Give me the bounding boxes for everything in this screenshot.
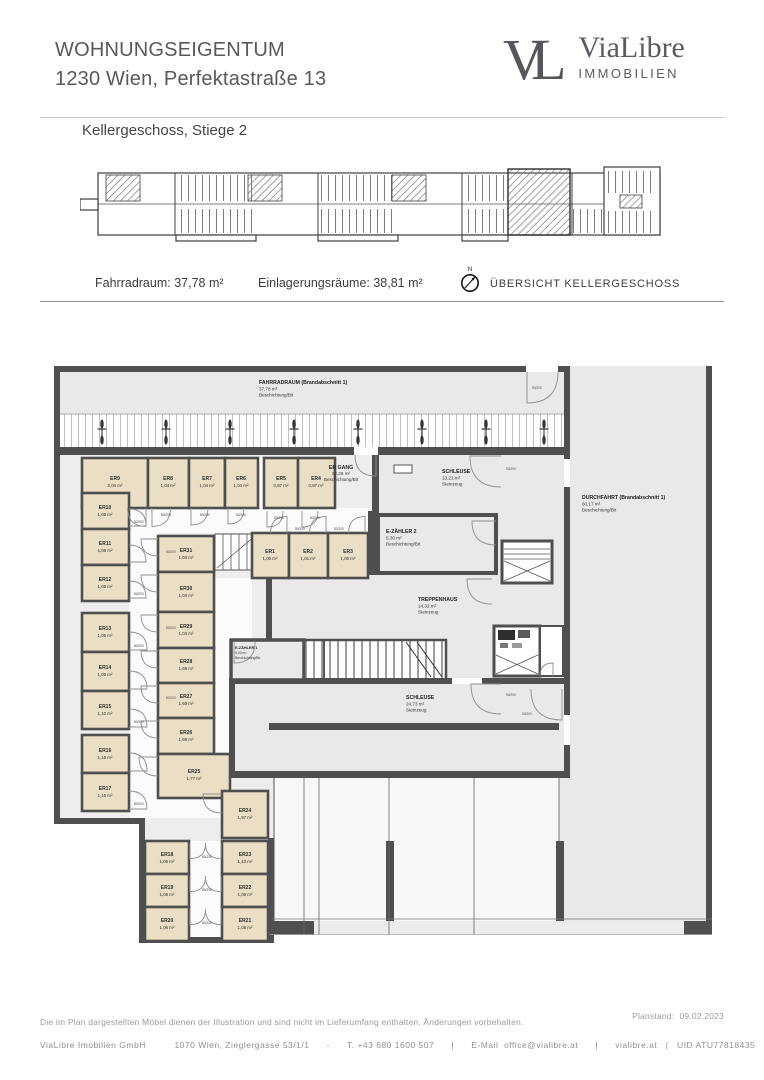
room-er16 xyxy=(82,735,129,773)
svg-text:ER8: ER8 xyxy=(163,476,173,482)
svg-text:ER31: ER31 xyxy=(179,548,193,554)
svg-text:90/200: 90/200 xyxy=(506,693,516,697)
svg-text:80/200: 80/200 xyxy=(295,527,305,531)
svg-text:1,04 m²: 1,04 m² xyxy=(233,483,249,488)
svg-text:1,04 m²: 1,04 m² xyxy=(178,631,194,636)
room-er15 xyxy=(82,691,129,729)
svg-text:ER27: ER27 xyxy=(179,694,193,700)
room-er2 xyxy=(289,533,328,578)
bike-rack-band xyxy=(60,414,564,447)
vialibre-logo xyxy=(503,27,685,92)
svg-text:1,97 m²: 1,97 m² xyxy=(237,815,253,820)
label-treppenhaus: TREPPENHAUS xyxy=(418,597,458,603)
label-schleuse-bottom: SCHLEUSE xyxy=(406,695,435,701)
svg-text:1,69 m²: 1,69 m² xyxy=(178,666,194,671)
legend-divider xyxy=(40,301,724,302)
svg-text:2,04 m²: 2,04 m² xyxy=(107,483,123,488)
svg-text:5,30 m²: 5,30 m² xyxy=(386,535,402,541)
svg-text:80/200: 80/200 xyxy=(166,626,176,630)
svg-text:Beschichtung/Bit: Beschichtung/Bit xyxy=(259,392,294,398)
svg-text:1,04 m²: 1,04 m² xyxy=(199,483,215,488)
room-er29 xyxy=(158,612,214,648)
svg-text:60,17 m²: 60,17 m² xyxy=(582,501,601,507)
room-er27 xyxy=(158,683,214,718)
legend-storage-area: Einlagerungsräume: 38,81 m² xyxy=(258,276,423,290)
svg-text:80/200: 80/200 xyxy=(236,513,246,517)
svg-text:ER26: ER26 xyxy=(179,730,193,736)
room-er12 xyxy=(82,565,129,601)
svg-text:ER5: ER5 xyxy=(276,476,286,482)
area-durchfahrt xyxy=(570,366,706,928)
svg-text:Steinzeug: Steinzeug xyxy=(442,481,463,487)
svg-text:ER10: ER10 xyxy=(98,505,112,511)
svg-text:1,08 m²: 1,08 m² xyxy=(97,512,113,517)
svg-text:1,06 m²: 1,06 m² xyxy=(159,925,175,930)
svg-text:ER24: ER24 xyxy=(238,808,252,814)
svg-text:ER9: ER9 xyxy=(110,476,120,482)
room-er10 xyxy=(82,493,129,529)
overview-plan xyxy=(80,163,680,255)
svg-text:80/200: 80/200 xyxy=(134,592,144,596)
room-er13 xyxy=(82,613,129,652)
svg-text:ER16: ER16 xyxy=(98,748,112,754)
svg-text:1,09 m²: 1,09 m² xyxy=(97,672,113,677)
room-er1 xyxy=(252,533,289,578)
svg-text:ER13: ER13 xyxy=(98,626,112,632)
electrical-box xyxy=(394,465,412,473)
label-durchfahrt: DURCHFAHRT (Brandabschnitt 1) xyxy=(582,495,666,501)
room-er3 xyxy=(328,533,368,578)
svg-text:1,18 m²: 1,18 m² xyxy=(97,755,113,760)
svg-text:80/200: 80/200 xyxy=(134,520,144,524)
svg-text:80/200: 80/200 xyxy=(334,527,344,531)
svg-text:1,04 m²: 1,04 m² xyxy=(178,555,194,560)
mini-stair xyxy=(215,534,257,570)
room-er26 xyxy=(158,718,214,754)
svg-text:1,08 m²: 1,08 m² xyxy=(237,925,253,930)
svg-text:ER12: ER12 xyxy=(98,577,112,583)
svg-text:ER14: ER14 xyxy=(98,665,112,671)
svg-text:80/200: 80/200 xyxy=(134,644,144,648)
legend-bike-area: Fahrradraum: 37,78 m² xyxy=(95,276,224,290)
svg-text:ER19: ER19 xyxy=(160,885,174,891)
svg-text:80/200: 80/200 xyxy=(166,696,176,700)
room-er7 xyxy=(189,458,225,508)
svg-text:13,21 m²: 13,21 m² xyxy=(442,475,461,481)
brand-name: ViaLibre xyxy=(578,31,685,64)
room-er20 xyxy=(145,907,189,941)
room-er11 xyxy=(82,529,129,565)
svg-text:0,97 m²: 0,97 m² xyxy=(308,483,324,488)
svg-text:1,69 m²: 1,69 m² xyxy=(178,737,194,742)
svg-text:1,08 m²: 1,08 m² xyxy=(97,584,113,589)
brand-subtitle: IMMOBILIEN xyxy=(578,65,679,81)
area-fahrradraum xyxy=(60,372,564,414)
svg-text:ER23: ER23 xyxy=(238,852,252,858)
header-title-block xyxy=(55,36,326,94)
svg-text:80/200: 80/200 xyxy=(166,550,176,554)
svg-text:ER28: ER28 xyxy=(179,659,193,665)
label-ezaehler1: E-ZÄHLER 1 xyxy=(235,646,258,650)
svg-text:1,00 m²: 1,00 m² xyxy=(340,556,356,561)
svg-text:ER2: ER2 xyxy=(303,549,313,555)
room-er28 xyxy=(158,648,214,683)
svg-text:1,04 m²: 1,04 m² xyxy=(178,593,194,598)
svg-text:ER30: ER30 xyxy=(179,586,193,592)
floor-plan xyxy=(54,363,714,951)
svg-text:80/200: 80/200 xyxy=(200,513,210,517)
label-ezaehler2: E-ZÄHLER 2 xyxy=(386,529,417,535)
svg-text:1,08 m²: 1,08 m² xyxy=(97,548,113,553)
svg-text:1,69 m²: 1,69 m² xyxy=(178,701,194,706)
svg-text:ER3: ER3 xyxy=(343,549,353,555)
room-er25 xyxy=(158,754,230,798)
svg-text:0,97 m²: 0,97 m² xyxy=(273,483,289,488)
room-er22 xyxy=(222,874,268,907)
svg-text:ER1: ER1 xyxy=(265,549,275,555)
svg-text:80/200: 80/200 xyxy=(202,888,212,892)
svg-text:80/200: 80/200 xyxy=(202,855,212,859)
svg-text:80/200: 80/200 xyxy=(310,516,320,520)
svg-text:24,73 m²: 24,73 m² xyxy=(406,701,425,707)
svg-text:1,01 m²: 1,01 m² xyxy=(300,556,316,561)
room-er5 xyxy=(264,458,298,508)
svg-text:32,26 m²: 32,26 m² xyxy=(331,471,351,476)
room-er30 xyxy=(158,572,214,612)
svg-text:14,32 m²: 14,32 m² xyxy=(418,603,437,609)
area-garage-bays xyxy=(274,778,559,921)
svg-text:37,78 m²: 37,78 m² xyxy=(259,386,278,392)
svg-text:ER18: ER18 xyxy=(160,852,174,858)
main-staircase xyxy=(304,640,446,680)
svg-text:80/200: 80/200 xyxy=(161,513,171,517)
vialibre-monogram-icon: VL xyxy=(503,27,553,92)
room-er21 xyxy=(222,907,268,941)
svg-text:1,06 m²: 1,06 m² xyxy=(159,892,175,897)
svg-text:90/200: 90/200 xyxy=(532,386,542,390)
svg-text:Beschichtung/Bit: Beschichtung/Bit xyxy=(386,541,421,547)
svg-text:80/200: 80/200 xyxy=(134,720,144,724)
svg-text:90/200: 90/200 xyxy=(522,712,532,716)
svg-text:80/200: 80/200 xyxy=(274,516,284,520)
svg-text:Beschichtung/Bit: Beschichtung/Bit xyxy=(582,507,617,513)
svg-text:ER17: ER17 xyxy=(98,786,112,792)
footer-disclaimer: Die im Plan dargestellten Möbel dienen der Illustration und sind nicht im Lieferumfang enthalten. Änderungen vorbehalten. xyxy=(40,1017,524,1027)
svg-text:ER7: ER7 xyxy=(202,476,212,482)
svg-text:Steinzeug: Steinzeug xyxy=(406,707,427,713)
elevator-shaft-1 xyxy=(502,541,552,583)
svg-text:N: N xyxy=(467,266,473,273)
svg-text:1,06 m²: 1,06 m² xyxy=(159,859,175,864)
svg-text:Beschichtung/Bit: Beschichtung/Bit xyxy=(235,656,261,660)
svg-text:ER20: ER20 xyxy=(160,918,174,924)
label-ergang: ER GANG xyxy=(328,465,354,471)
svg-text:1,10 m²: 1,10 m² xyxy=(97,711,113,716)
svg-text:ER25: ER25 xyxy=(187,769,201,775)
ramp-wall xyxy=(269,723,559,730)
svg-text:Steinzeug: Steinzeug xyxy=(418,609,439,615)
svg-text:1,09 m²: 1,09 m² xyxy=(97,633,113,638)
room-er6 xyxy=(225,458,258,508)
svg-text:1,13 m²: 1,13 m² xyxy=(237,859,253,864)
svg-text:80/200: 80/200 xyxy=(134,802,144,806)
header-divider xyxy=(40,117,724,118)
svg-text:Beschichtung/Bit: Beschichtung/Bit xyxy=(323,477,359,482)
room-er31 xyxy=(158,536,214,572)
room-er17 xyxy=(82,773,129,811)
svg-text:ER22: ER22 xyxy=(238,885,252,891)
plan-subtitle: Kellergeschoss, Stiege 2 xyxy=(82,122,248,139)
svg-text:80/200: 80/200 xyxy=(202,921,212,925)
svg-text:ER6: ER6 xyxy=(236,476,246,482)
brand-text xyxy=(578,32,684,81)
svg-text:ER21: ER21 xyxy=(238,918,252,924)
document-title: WOHNUNGSEIGENTUM xyxy=(55,39,285,61)
svg-text:1,08 m²: 1,08 m² xyxy=(237,892,253,897)
svg-text:1,18 m²: 1,18 m² xyxy=(97,793,113,798)
label-schleuse-top: SCHLEUSE xyxy=(442,469,471,475)
svg-text:1,00 m²: 1,00 m² xyxy=(262,556,278,561)
room-er23 xyxy=(222,841,268,874)
compass-icon xyxy=(458,264,482,296)
room-er8 xyxy=(148,458,189,508)
svg-text:ER4: ER4 xyxy=(311,476,321,482)
room-er24 xyxy=(222,791,268,838)
label-fahrradraum: FAHRRADRAUM (Brandabschnitt 1) xyxy=(259,380,348,386)
svg-text:1,77 m²: 1,77 m² xyxy=(186,776,202,781)
area-schleuse-top xyxy=(379,454,564,513)
svg-text:1,04 m²: 1,04 m² xyxy=(160,483,176,488)
svg-text:5,00 m²: 5,00 m² xyxy=(235,651,247,655)
footer-contact: ViaLibre Imobilien GmbH 1070 Wien, Zieglergasse 53/1/1 - T. +43 680 1600 507 | E-Mail office@vialibre.at | vialibre.at | UID ATU77818435 xyxy=(40,1040,756,1050)
room-er19 xyxy=(145,874,189,907)
room-er14 xyxy=(82,652,129,691)
svg-text:90/200: 90/200 xyxy=(506,467,516,471)
room-er18 xyxy=(145,841,189,874)
document-address: 1230 Wien, Perfektastraße 13 xyxy=(55,68,327,90)
svg-text:ER11: ER11 xyxy=(98,541,112,547)
svg-text:ER29: ER29 xyxy=(179,624,193,630)
planstand: Planstand: 09.02.2023 xyxy=(632,1011,724,1021)
legend-overview-label: ÜBERSICHT KELLERGESCHOSS xyxy=(490,278,681,290)
overview-highlight-stiege2 xyxy=(508,169,570,235)
svg-text:ER15: ER15 xyxy=(98,704,112,710)
